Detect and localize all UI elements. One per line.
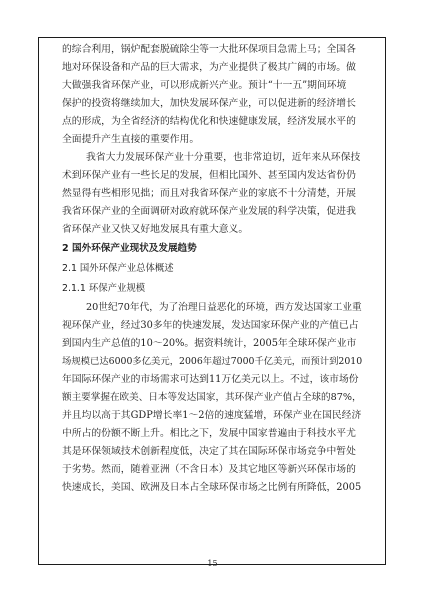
body-text-line: 视环保产业，经过30多年的快速发展，发达国家环保产业的产值已占 [62, 320, 359, 331]
body-text-line: 于劣势。然而，随着亚洲（不含日本）及其它地区等新兴环保市场的 [62, 464, 356, 475]
body-text-line: 年国际环保产业的市场需求可达到11万亿美元以上。不过，该市场份 [62, 374, 359, 385]
body-text-line: 保护的投资将继续加大，加快发展环保产业，可以促进新的经济增长 [62, 98, 356, 109]
body-text-line: 术到环保产业有一些长足的发展，但相比国外、甚至国内发达省份仍 [62, 170, 356, 181]
body-text-line: 地对环保设备和产品的巨大需求，为产业提供了极其广阔的市场。做 [62, 62, 356, 73]
body-text-line: 快速成长，美国、欧洲及日本占全球环保市场之比例有所降低，2005 [62, 482, 362, 493]
body-text-line: 点的形成，为全省经济的结构优化和快速健康发展，经济发展水平的 [62, 116, 356, 127]
body-text-line: 并且均以高于其GDP增长率1～2倍的速度猛增，环保产业在国民经济 [62, 410, 362, 421]
body-text-line: 全面提升产生直接的重要作用。 [62, 134, 200, 145]
body-text-line: 然显得有些相形见拙；而且对我省环保产业的家底不十分清楚，开展 [62, 188, 356, 199]
body-text-line: 到国内生产总值的10～20%。据资料统计，2005年全球环保产业市 [62, 338, 357, 349]
body-text-line: 额主要掌握在欧美、日本等发达国家，其环保产业产值占全球的87%， [62, 392, 362, 403]
body-text-line: 场规模已达6000多亿美元，2006年超过7000千亿美元，而预计到2010 [62, 356, 363, 367]
body-text-line: 其是环保领域技术创新程度低，决定了其在国际环保市场竞争中暂处 [62, 446, 356, 457]
body-text-line: 中所占的份额不断上升。相比之下，发展中国家普遍由于科技水平尤 [62, 428, 356, 439]
subsubsection-heading: 2.1.1 环保产业规模 [62, 283, 146, 294]
page-number: 15 [207, 559, 218, 568]
body-text-line: 20世纪70年代，为了治理日益恶化的环境，西方发达国家工业重 [86, 302, 362, 313]
body-text-line: 的综合利用，锅炉配套脱硫除尘等一大批环保项目急需上马；全国各 [62, 44, 356, 55]
body-text-line: 我省大力发展环保产业十分重要，也非常迫切，近年来从环保技 [86, 152, 361, 163]
body-text-line: 大做强我省环保产业，可以形成新兴产业。预计“十一五”期间环境 [62, 80, 347, 91]
section-heading: 2 国外环保产业现状及发展趋势 [62, 243, 197, 254]
subsection-heading: 2.1 国外环保产业总体概述 [62, 263, 174, 274]
body-text-line: 我省环保产业的全面调研对政府就环保产业发展的科学决策，促进我 [62, 206, 356, 217]
body-text-line: 省环保产业又快又好地发展具有重大意义。 [62, 224, 249, 235]
